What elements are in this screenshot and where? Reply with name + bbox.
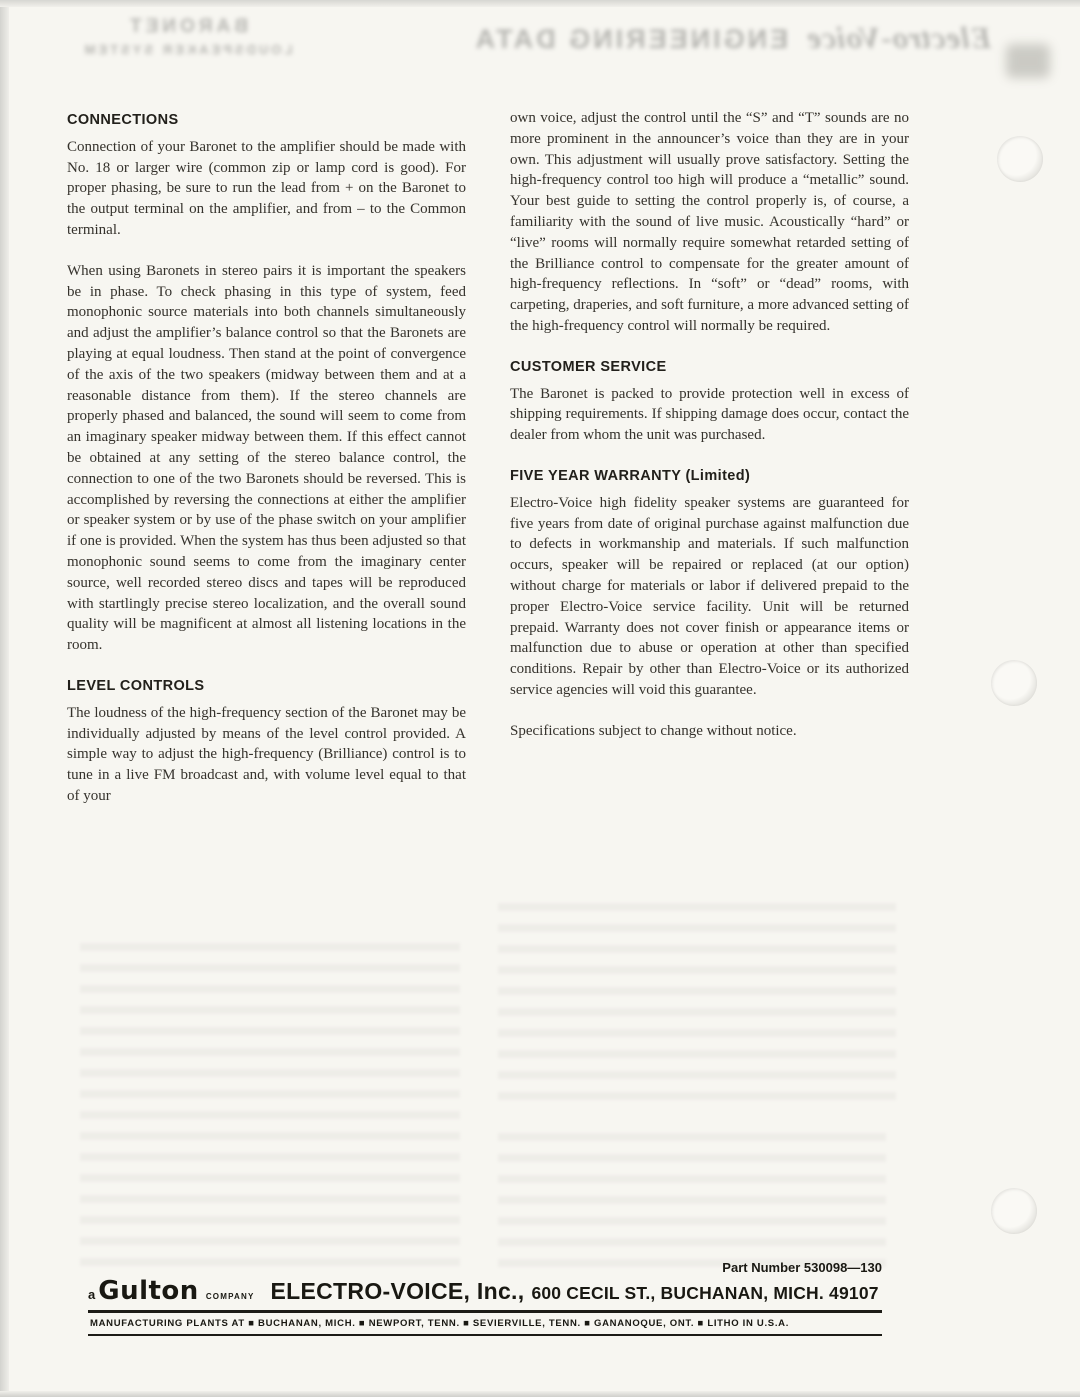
- gulton-logo-suffix: COMPANY: [205, 1292, 255, 1301]
- scan-edge-bottom: [0, 1391, 1080, 1397]
- paragraph-level-controls-continued: own voice, adjust the control until the “S” and “T” sounds are no more prominent in the announcer’s voice than they are in your own. This adjustment will usually prove satisfactory. Setting the high-frequency control too high will produce a “metallic” sound. Your best guide to setting the control properly is, of course, a familiarity with the sound of live music. Acoustically “hard” or “live” rooms will normally require somewhat retarded setting of the Brilliance control to compensate for the greater amount of high-frequency reflections. In “soft” or “dead” rooms, with carpeting, draperies, and soft furniture, a more advanced setting of the high-frequency control will normally be required.: [510, 110, 910, 334]
- ghost-brand-text: Electro-Voice: [806, 20, 992, 55]
- ink-smudge: [1006, 44, 1050, 78]
- scan-edge-left: [0, 0, 9, 1397]
- punch-hole: [991, 660, 1037, 706]
- company-name: ELECTRO-VOICE, Inc.,: [270, 1278, 525, 1304]
- ghost-masthead: [426, 20, 1038, 56]
- ghost-product-subtitle: LOUDSPEAKER SYSTEM: [81, 42, 293, 57]
- section-heading-connections: CONNECTIONS: [67, 112, 179, 128]
- punch-hole: [991, 1188, 1037, 1234]
- section-heading-level-controls: LEVEL CONTROLS: [67, 677, 205, 694]
- paragraph-customer-service-1: The Baronet is packed to provide protection well in excess of shipping requirements. If shipping damage does occur, contact the dealer from whom the unit was purchased.: [510, 385, 909, 444]
- paragraph-connections-1: Connection of your Baronet to the amplifier should be made with No. 18 or larger wire (common zip or lamp cord is good). For proper phasing, be sure to run the lead from + on the Baronet to the output terminal on the amplifier, and from – to the Common terminal.: [67, 138, 466, 238]
- scan-edge-top: [0, 0, 1080, 7]
- bleed-through-ghost: [80, 938, 460, 1268]
- bleed-through-ghost: [498, 898, 896, 1110]
- paragraph-warranty-1: Electro-Voice high fidelity speaker systems are guaranteed for five years from date of original purchase against malfunction due to defects in workmanship and materials. If such malfunction occurs, speaker will be repaired or replaced (at our option) without charge for materials or labor if delivered prepaid to the proper Electro-Voice service facility. Unit will be returned prepaid. Warranty does not cover finish or appearance items or malfunction due to abuse or operation at other than specified conditions. Repair by other than Electro-Voice or its authorized service agencies will void this guarantee.: [510, 494, 909, 698]
- ghost-title-text: ENGINEERING DATA: [472, 24, 789, 54]
- section-heading-warranty: FIVE YEAR WARRANTY (Limited): [510, 467, 751, 484]
- right-column: [510, 108, 909, 827]
- paragraph-level-controls-1: The loudness of the high-frequency section of the Baronet may be individually adjusted by means of the level control provided. A simple way to adjust the high-frequency (Brilliance) control is to tune in a live FM broadcast and, with volume level equal to that of your: [67, 704, 466, 804]
- section-heading-customer-service: CUSTOMER SERVICE: [510, 358, 667, 375]
- company-address: 600 CECIL ST., BUCHANAN, MICH. 49107: [531, 1283, 879, 1303]
- footer-rule-bottom: [88, 1334, 882, 1336]
- company-logo-line: [88, 1276, 882, 1306]
- footer-rule-top: [88, 1310, 882, 1313]
- gulton-logo-prefix: a: [88, 1287, 96, 1302]
- document-body: [67, 108, 909, 827]
- bleed-through-header: [0, 14, 1080, 84]
- manufacturing-plants-line: MANUFACTURING PLANTS AT ■ BUCHANAN, MICH. ■ NEWPORT, TENN. ■ SEVIERVILLE, TENN. ■ GANANOQUE, ONT. ■ LITHO IN U.S.A.: [90, 1317, 790, 1329]
- gulton-logo: Gulton: [98, 1276, 199, 1306]
- left-column: [67, 108, 466, 827]
- part-number: Part Number 530098—130: [722, 1260, 882, 1275]
- paragraph-connections-2: When using Baronets in stereo pairs it is important the speakers be in phase. To check phasing in this type of system, feed monophonic source materials into both channels simultaneously and adjust the amplifier’s balance control so that the Baronets are playing at equal loudness. Then stand at the point of convergence of the axis of the two speakers (midway between them and at a reasonable distance from them). If the stereo channels are properly phased and balanced, the sound will seem to come from an imaginary speaker midway between them. If this effect cannot be obtained at any setting of the stereo balance control, the connection to one of the two Baronets should be reversed. This is accomplished by reversing the connections at either the amplifier or speaker system or by use of the phase switch on your amplifier if one is provided. When the system has thus been adjusted so that monophonic sound seems to come from the imaginary center source, well recorded stereo discs and tapes will be reproduced with startlingly precise stereo localization, and the overall sound quality will be magnificent at almost all listening locations in the room.: [67, 262, 466, 654]
- ghost-product-block: [42, 16, 332, 57]
- bleed-through-ghost: [498, 1128, 886, 1268]
- punch-hole: [997, 136, 1043, 182]
- specifications-note: Specifications subject to change without notice.: [510, 722, 797, 739]
- document-footer: [88, 1260, 882, 1336]
- ghost-product-name: BARONET: [126, 16, 248, 37]
